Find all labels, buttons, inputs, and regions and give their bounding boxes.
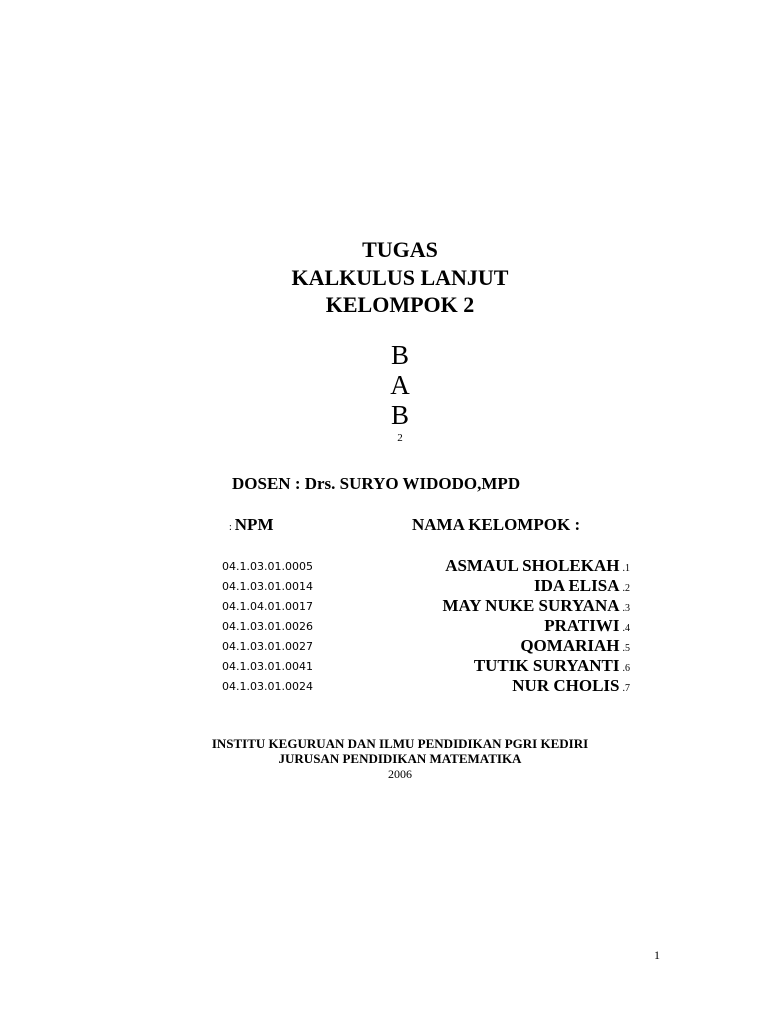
title-line-3: KELOMPOK 2	[325, 292, 475, 317]
bab-number: 2	[397, 432, 403, 444]
member-npm: 04.1.03.01.0026	[222, 620, 313, 633]
department-name: JURUSAN PENDIDIKAN MATEMATIKA	[278, 751, 522, 766]
title-line-2: KALKULUS LANJUT	[291, 265, 509, 290]
member-npm: 04.1.03.01.0024	[222, 680, 313, 693]
member-npm: 04.1.04.01.0017	[222, 600, 313, 613]
member-npm: 04.1.03.01.0005	[222, 560, 313, 573]
title-line-1: TUGAS	[362, 237, 438, 262]
npm-header-label: NPM	[234, 515, 274, 534]
member-npm: 04.1.03.01.0027	[222, 640, 313, 653]
year: 2006	[388, 767, 412, 781]
member-name: QOMARIAH .5	[520, 636, 630, 655]
nama-kelompok-header: NAMA KELOMPOK :	[412, 515, 581, 534]
member-name: TUTIK SURYANTI .6	[473, 656, 630, 675]
bab-letter-1: B	[390, 340, 409, 370]
member-npm: 04.1.03.01.0014	[222, 580, 313, 593]
member-name: MAY NUKE SURYANA .3	[442, 596, 630, 615]
institution-name: INSTITU KEGURUAN DAN ILMU PENDIDIKAN PGRI KEDIRI	[211, 736, 589, 751]
npm-prefix: :	[229, 522, 232, 533]
page-number: 1	[654, 948, 660, 962]
bab-letter-3: B	[390, 400, 409, 430]
member-name: NUR CHOLIS .7	[512, 676, 630, 695]
bab-letter-2: A	[390, 370, 410, 400]
dosen-line: DOSEN : Drs. SURYO WIDODO,MPD	[232, 474, 521, 493]
member-npm: 04.1.03.01.0041	[222, 660, 313, 673]
member-name: IDA ELISA .2	[533, 576, 630, 595]
member-name: ASMAUL SHOLEKAH .1	[445, 556, 630, 575]
npm-header	[229, 515, 274, 535]
member-name: PRATIWI .4	[544, 616, 630, 635]
